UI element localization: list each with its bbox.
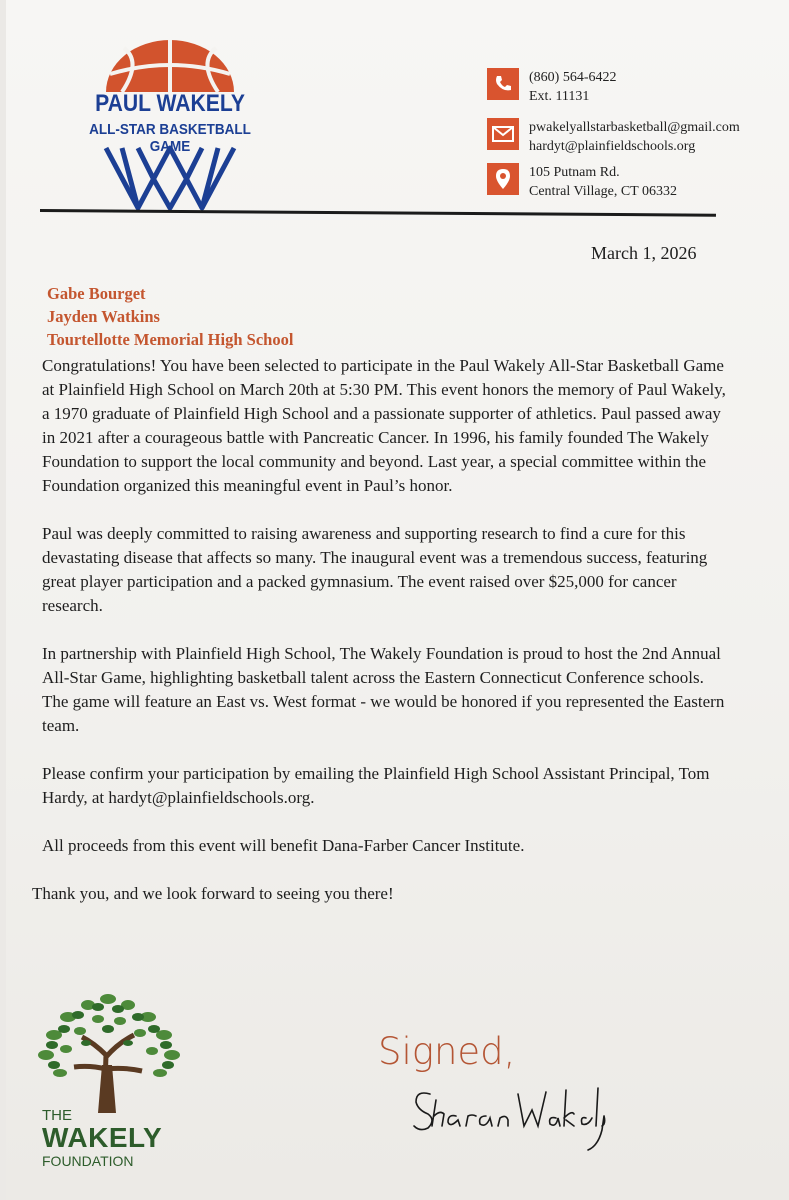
- signed-label: Signed,: [378, 1030, 516, 1073]
- phone-icon: [487, 68, 519, 100]
- contact-email-row: [487, 118, 740, 156]
- paragraph-intro: Congratulations! You have been selected to participate in the Paul Wakely All-Star Basketball Game at Plainfield High School on March 20th at 5:30 PM. This event honors the memory of Paul Wakely, a 1970 graduate of Plainfield High School and a passionate supporter of athletics. Paul passed away in 2021 after a courageous battle with Pancreatic Cancer. In 1996, his family founded The Wakely Foundation to support the local community and beyond. Last year, a special committee within the Foundation organized this meaningful event in Paul’s honor.: [42, 356, 726, 495]
- phone-extension: Ext. 11131: [529, 89, 590, 104]
- tree-logo-icon: [24, 985, 194, 1113]
- address-street: 105 Putnam Rd.: [529, 165, 620, 180]
- letter-date: March 1, 2026: [591, 243, 697, 263]
- contact-address-row: [487, 163, 677, 201]
- event-subtitle: ALL-STAR BASKETBALL GAME: [89, 121, 251, 155]
- foundation-logo-text: [42, 1108, 172, 1169]
- recipient-block: [47, 282, 293, 351]
- event-logo: [70, 38, 270, 213]
- letter-page: [6, 0, 789, 1200]
- recipient-school: Tourtellotte Memorial High School: [47, 330, 294, 349]
- email-secondary[interactable]: hardyt@plainfieldschools.org: [529, 139, 696, 154]
- paragraph-cause: Paul was deeply committed to raising awareness and supporting research to find a cure for this devastating disease that affects so many. The inaugural event was a tremendous success, featuring great player participation and a packed gymnasium. The event raised over $25,000 for cancer research.: [42, 524, 708, 615]
- basketball-icon: [102, 38, 238, 94]
- address-city: Central Village, CT 06332: [529, 184, 677, 199]
- mail-icon: [487, 118, 519, 150]
- paragraph-confirm: Please confirm your participation by emailing the Plainfield High School Assistant Principal, Tom Hardy, at hardyt@plainfieldschools.org.: [42, 764, 710, 807]
- location-pin-icon: [487, 163, 519, 195]
- paragraph-proceeds: All proceeds from this event will benefit Dana-Farber Cancer Institute.: [42, 836, 525, 855]
- phone-number: (860) 564-6422: [529, 70, 617, 85]
- paragraph-thanks: Thank you, and we look forward to seeing you there!: [32, 884, 394, 903]
- recipient-name-1: Gabe Bourget: [47, 284, 146, 303]
- foundation-the: THE: [42, 1107, 72, 1124]
- recipient-name-2: Jayden Watkins: [47, 307, 160, 326]
- paragraph-partnership: In partnership with Plainfield High School, The Wakely Foundation is proud to host the 2nd Annual All-Star Game, highlighting basketball talent across the Eastern Connecticut Conference schools. The game will feature an East vs. West format - we would be honored if you represented the Eastern team.: [42, 644, 725, 735]
- contact-phone-row: [487, 68, 617, 106]
- letter-body: [32, 354, 732, 906]
- email-primary[interactable]: pwakelyallstarbasketball@gmail.com: [529, 120, 740, 135]
- foundation-name: WAKELY: [42, 1122, 163, 1153]
- handwritten-signature: [406, 1080, 606, 1156]
- basketball-net-icon: [102, 144, 238, 212]
- foundation-word: FOUNDATION: [42, 1153, 134, 1169]
- event-title: PAUL WAKELY: [95, 90, 245, 117]
